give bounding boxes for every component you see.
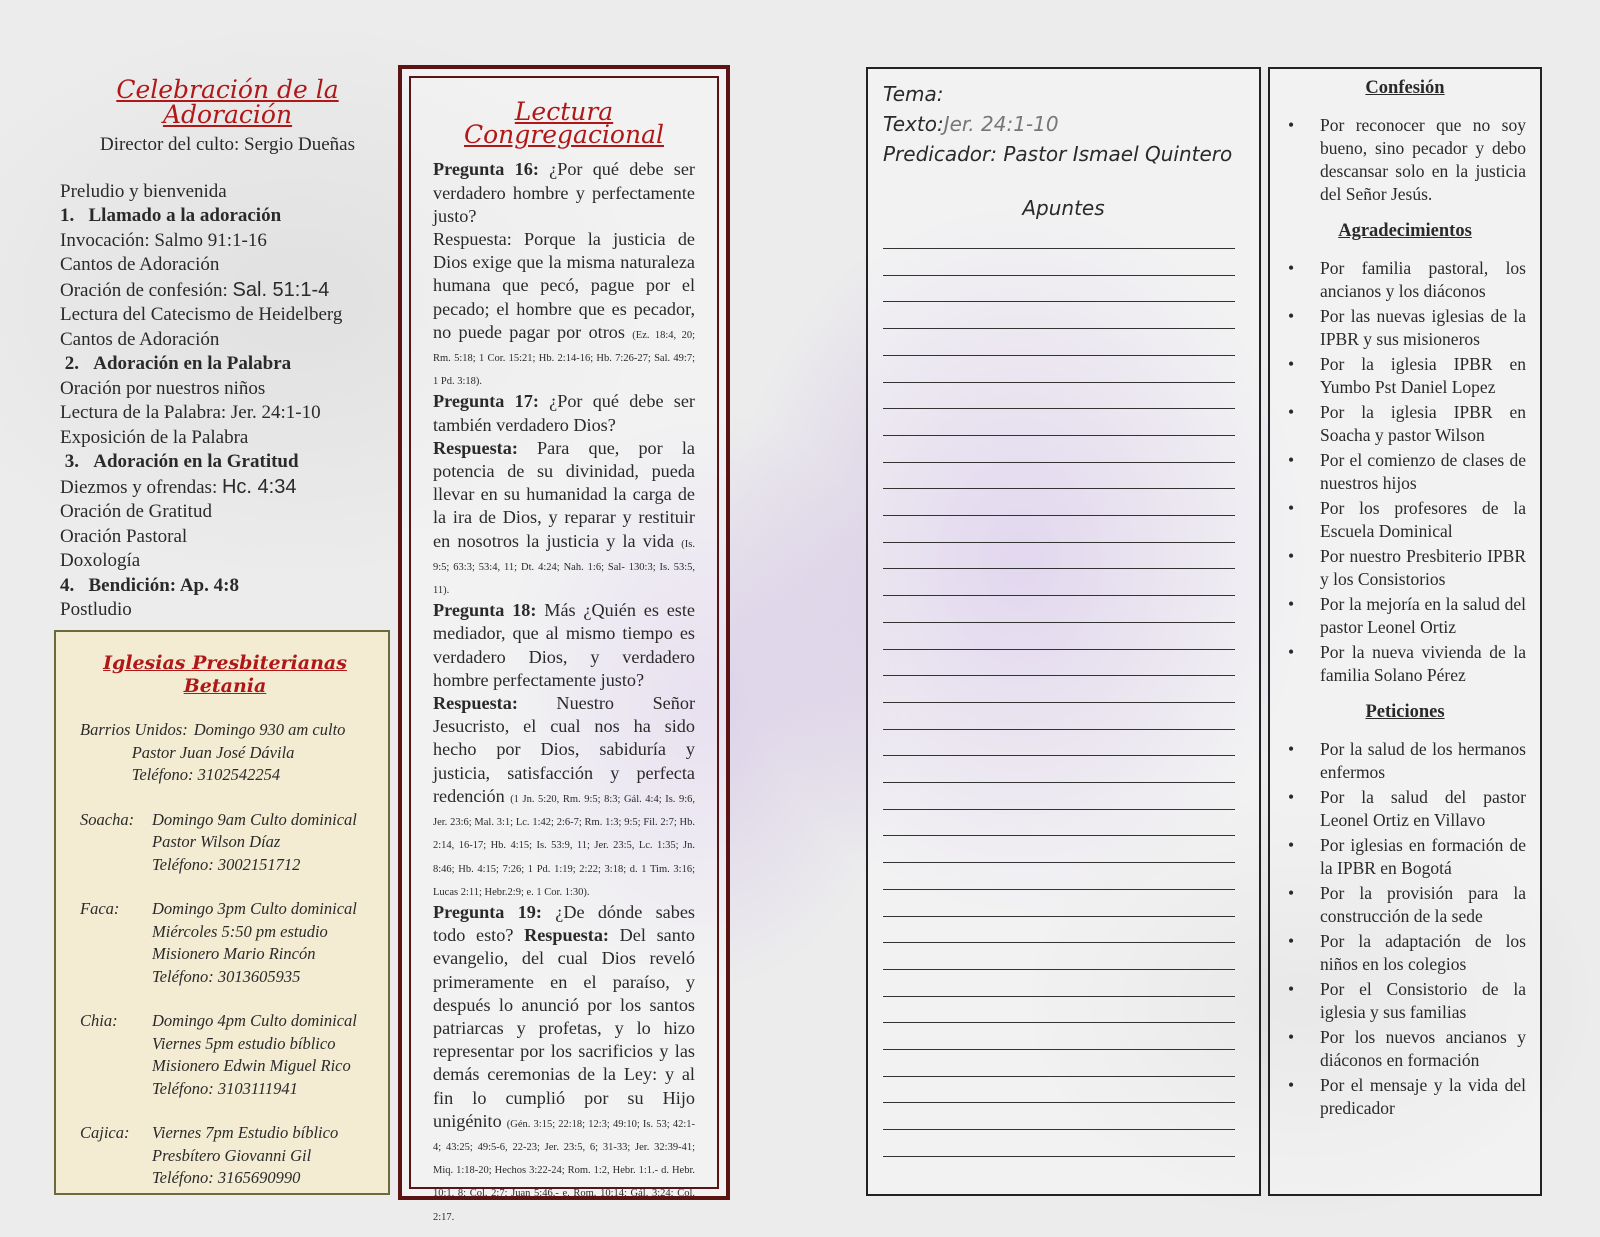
church-detail-line: Misionero Edwin Miguel Rico bbox=[152, 1056, 351, 1075]
note-line bbox=[883, 916, 1235, 917]
note-line bbox=[883, 488, 1235, 489]
q18-text: Más ¿Quién es este mediador, que al mismo tiempo es verdadero Dios, y verdadero hombre perfectamente justo? bbox=[433, 600, 695, 690]
prayer-item-text: Por las nuevas iglesias de la IPBR y sus misioneros bbox=[1320, 306, 1526, 349]
prayer-item-text: Por la salud de los hermanos enfermos bbox=[1320, 739, 1526, 782]
note-line bbox=[883, 248, 1235, 249]
tithes-ref: Hc. 4:34 bbox=[221, 475, 297, 498]
gratitude-prayer: Oración de Gratitud bbox=[60, 501, 212, 522]
prayer-item-text: Por iglesias en formación de la IPBR en Bogotá bbox=[1320, 835, 1526, 878]
prayer-item-text: Por la provisión para la construcción de la sede bbox=[1320, 883, 1526, 926]
church-detail-line: Pastor Juan José Dávila bbox=[131, 742, 295, 762]
a18-ref: (1 Jn. 5:20, Rm. 9:5; 8:3; Gál. 4:4; Is. 9:6, Jer. 23:6; Mal. 3:1; Lc. 1:42; 2:6-7; Rm. 1:3; 9:5; Fil. 2:7; Hb. 2:14, 16-17; Hb. 4:15; Is. 53:9, 11; Jer. 23:5, Lc. 1:35; Jn. 8:46; Hb. 4:15; 7:26; 1 Pd. 1:19; 2:22; 3:18; d. 1 Tim. 3:16; Lucas 2:11; Hebr.2:9; e. 1 Cor. 1:30). bbox=[433, 793, 696, 898]
bullet-icon: • bbox=[1288, 546, 1295, 566]
church-detail-line: Teléfono: 3002151712 bbox=[152, 854, 301, 874]
scripture-reading: Lectura de la Palabra: Jer. 24:1-10 bbox=[60, 402, 321, 423]
children-prayer: Oración por nuestros niños bbox=[60, 377, 266, 399]
note-line bbox=[883, 942, 1235, 943]
section-3-title: Adoración en la Gratitud bbox=[93, 451, 299, 472]
prayer-item bbox=[1284, 1074, 1526, 1120]
invocation: Invocación: Salmo 91:1-16 bbox=[60, 229, 267, 251]
q16-label: Pregunta 16: bbox=[433, 159, 539, 180]
section-3-number: 3. bbox=[64, 451, 79, 472]
cantos-1: Cantos de Adoración bbox=[60, 254, 220, 275]
section-1-title: Llamado a la adoración bbox=[88, 205, 282, 226]
tema-label: Tema: bbox=[883, 82, 944, 106]
section-4-number: 4. bbox=[60, 574, 75, 596]
note-line bbox=[883, 996, 1235, 997]
section-2-number: 2. bbox=[64, 353, 79, 374]
bullet-icon: • bbox=[1288, 498, 1295, 518]
church-list bbox=[80, 719, 370, 1190]
q17-text: ¿Por qué debe ser también verdadero Dios? bbox=[433, 391, 695, 435]
congregational-reading bbox=[398, 65, 730, 1223]
a16-text: Respuesta: Porque la justicia de Dios exige que la misma naturaleza humana que pecó, pague por el pecado; el hombre que es pecador, no puede pagar por otros bbox=[433, 229, 695, 342]
q19-text: ¿De dónde sabes todo esto? bbox=[433, 901, 695, 946]
bullet-icon: • bbox=[1288, 979, 1295, 999]
a19-label: Respuesta: bbox=[524, 925, 609, 946]
doxology: Doxología bbox=[60, 550, 141, 571]
note-line bbox=[883, 649, 1235, 650]
prayer-item-text: Por nuestro Presbiterio IPBR y los Consistorios bbox=[1320, 546, 1526, 589]
church-location: Faca: bbox=[80, 899, 120, 918]
prayer-item bbox=[1284, 930, 1526, 976]
prayer-item bbox=[1284, 257, 1526, 303]
q19-label: Pregunta 19: bbox=[433, 901, 542, 922]
prayer-item-text: Por la iglesia IPBR en Soacha y pastor Wilson bbox=[1320, 402, 1526, 445]
church-detail-line: Domingo 3pm Culto dominical bbox=[152, 899, 357, 918]
question-19 bbox=[433, 901, 695, 1226]
reading-title: Lectura Congregacional bbox=[464, 97, 664, 150]
church-detail-line: Pastor Wilson Díaz bbox=[152, 832, 281, 851]
note-line bbox=[883, 1102, 1235, 1103]
note-line bbox=[883, 862, 1235, 863]
section-2-heading bbox=[60, 352, 395, 377]
note-line bbox=[883, 301, 1235, 302]
order-title: Celebración de la Adoración bbox=[116, 75, 339, 129]
bullet-icon: • bbox=[1288, 883, 1295, 903]
a17-text: Para que, por la potencia de su divinidad, pueda llevar en su humanidad la carga de la ira de Dios, y reparar y restituir en nosotros la justicia y la vida bbox=[433, 437, 695, 551]
prayer-item-text: Por la adaptación de los niños en los colegios bbox=[1320, 931, 1526, 974]
prayer-item-text: Por familia pastoral, los ancianos y los diáconos bbox=[1320, 258, 1526, 301]
church-detail-line: Domingo 9am Culto dominical bbox=[152, 809, 357, 829]
section-1-heading bbox=[60, 204, 395, 229]
bullet-icon: • bbox=[1288, 115, 1295, 135]
prayer-item-text: Por el mensaje y la vida del predicador bbox=[1320, 1075, 1526, 1118]
church-location: Chia: bbox=[80, 1011, 118, 1030]
reading-inner-frame bbox=[409, 76, 719, 1223]
prayer-column bbox=[1268, 67, 1542, 1196]
church-item bbox=[80, 898, 370, 988]
note-line bbox=[883, 1049, 1235, 1050]
prayer-item bbox=[1284, 641, 1526, 687]
note-line bbox=[883, 1076, 1235, 1077]
church-details bbox=[152, 809, 357, 877]
churches-title: Iglesias Presbiterianas Betania bbox=[103, 652, 347, 697]
texto-line bbox=[883, 109, 1232, 139]
bullet-icon: • bbox=[1288, 642, 1295, 662]
church-details bbox=[152, 1010, 357, 1100]
section-1-number: 1. bbox=[60, 205, 75, 226]
note-line bbox=[883, 328, 1235, 329]
bullet-icon: • bbox=[1288, 1075, 1295, 1095]
church-details bbox=[152, 1122, 338, 1190]
note-line bbox=[883, 515, 1235, 516]
note-line bbox=[883, 675, 1235, 676]
prayer-item-text: Por reconocer que no soy bueno, sino pecador y debo descansar solo en la justicia del Señor Jesús. bbox=[1320, 115, 1526, 204]
exposition: Exposición de la Palabra bbox=[60, 426, 249, 448]
prayer-item bbox=[1284, 834, 1526, 880]
a17-label: Respuesta: bbox=[433, 437, 518, 458]
apuntes-heading: Apuntes bbox=[1022, 196, 1105, 220]
bullet-icon: • bbox=[1288, 739, 1295, 759]
answer-18 bbox=[433, 692, 695, 901]
church-item bbox=[80, 1122, 370, 1190]
note-line bbox=[883, 702, 1235, 703]
bullet-icon: • bbox=[1288, 787, 1295, 807]
church-item bbox=[80, 809, 370, 877]
bullet-icon: • bbox=[1288, 306, 1295, 326]
church-item bbox=[80, 719, 370, 787]
tithes-line bbox=[60, 475, 395, 501]
note-line bbox=[883, 755, 1235, 756]
prayer-item bbox=[1284, 1026, 1526, 1072]
note-line bbox=[883, 275, 1235, 276]
prayer-item bbox=[1284, 305, 1526, 351]
texto-value: Jer. 24:1-10 bbox=[943, 112, 1059, 136]
prayer-item bbox=[1284, 401, 1526, 447]
note-line bbox=[883, 835, 1235, 836]
question-17 bbox=[433, 390, 695, 436]
prayer-item bbox=[1284, 114, 1526, 206]
prayer-item bbox=[1284, 449, 1526, 495]
answer-16 bbox=[433, 228, 695, 390]
q18-label: Pregunta 18: bbox=[433, 600, 537, 621]
church-detail-line: Miércoles 5:50 pm estudio bbox=[152, 921, 328, 941]
director: Director del culto: Sergio Dueñas bbox=[99, 134, 356, 155]
pastoral-prayer: Oración Pastoral bbox=[60, 525, 188, 547]
prayer-item bbox=[1284, 882, 1526, 928]
section-3-heading bbox=[60, 450, 395, 475]
requests-list bbox=[1284, 738, 1526, 1120]
preacher: Predicador: Pastor Ismael Quintero bbox=[883, 142, 1233, 166]
catechism: Lectura del Catecismo de Heidelberg bbox=[60, 304, 343, 325]
church-detail-line: Presbítero Giovanni Gil bbox=[152, 1145, 312, 1165]
a18-text: Nuestro Señor Jesucristo, el cual nos ha sido hecho por Dios, sabiduría y justicia, satisfacción y perfecta redención bbox=[433, 693, 695, 806]
church-item bbox=[80, 1010, 370, 1100]
confession-line bbox=[60, 278, 395, 304]
q16-text: ¿Por qué debe ser verdadero hombre y perfectamente justo? bbox=[433, 159, 695, 226]
note-line bbox=[883, 542, 1235, 543]
note-line bbox=[883, 1129, 1235, 1130]
church-details bbox=[152, 898, 357, 988]
bullet-icon: • bbox=[1288, 835, 1295, 855]
order-of-service bbox=[60, 75, 395, 623]
a19-ref: (Gén. 3:15; 22:18; 12:3; 49:10; Is. 53; 42:1-4; 43:25; 49:5-6, 22-23; Jer. 23:5, 6; 31-33; Jer. 32:39-41; Miq. 1:18-20; Hechos 3:22-24; Rom. 1:2, Hebr. 1:1.- d. Hebr. 10:1, 8; Col. 2:7; Juan 5:46.- e. Rom. 10:14; Gál. 3:24; Col. 2:17. bbox=[433, 1118, 695, 1223]
bullet-icon: • bbox=[1288, 258, 1295, 278]
note-line bbox=[883, 568, 1235, 569]
a16-ref: (Ez. 18:4, 20; Rm. 5:18; 1 Cor. 15:21; Hb. 2:14-16; Hb. 7:26-27; Sal. 49:7; 1 Pd. 3:18). bbox=[433, 329, 696, 388]
church-detail-line: Teléfono: 3102542254 bbox=[131, 765, 281, 784]
church-detail-line: Teléfono: 3103111941 bbox=[152, 1078, 298, 1098]
sermon-notes bbox=[866, 67, 1261, 1196]
bullet-icon: • bbox=[1288, 931, 1295, 951]
confession-ref: Sal. 51:1-4 bbox=[232, 278, 330, 301]
a18-label: Respuesta: bbox=[433, 693, 518, 714]
texto-label: Texto: bbox=[883, 112, 944, 136]
postlude: Postludio bbox=[60, 599, 132, 620]
bullet-icon: • bbox=[1288, 402, 1295, 422]
prayer-item bbox=[1284, 545, 1526, 591]
answer-17 bbox=[433, 437, 695, 599]
church-detail-line: Viernes 7pm Estudio bíblico bbox=[152, 1123, 339, 1142]
prayer-item bbox=[1284, 978, 1526, 1024]
church-detail-line: Domingo 930 am culto bbox=[193, 720, 346, 739]
note-line bbox=[883, 889, 1235, 890]
question-18 bbox=[433, 599, 695, 692]
a19-text: Del santo evangelio, del cual Dios reveló primeramente en el paraíso, y después lo anunció por los santos patriarcas y profetas, y lo hizo representar por los sacrificios y las demás ceremonias de la Ley: y al fin lo cumplió por su Hijo unigénito bbox=[433, 925, 695, 1131]
prayer-item bbox=[1284, 786, 1526, 832]
churches-box bbox=[54, 630, 390, 1195]
note-line bbox=[883, 622, 1235, 623]
confession-label: Oración de confesión: bbox=[60, 279, 233, 301]
prayer-item bbox=[1284, 497, 1526, 543]
church-detail-line: Misionero Mario Rincón bbox=[152, 944, 316, 963]
requests-heading: Peticiones bbox=[1365, 702, 1445, 722]
prayer-item-text: Por el comienzo de clases de nuestros hijos bbox=[1320, 450, 1526, 493]
note-line bbox=[883, 408, 1235, 409]
note-line bbox=[883, 355, 1235, 356]
note-line bbox=[883, 462, 1235, 463]
prayer-item-text: Por los profesores de la Escuela Dominical bbox=[1320, 498, 1526, 541]
section-4-heading bbox=[60, 574, 395, 599]
tithes-label: Diezmos y ofrendas: bbox=[60, 476, 222, 498]
prayer-item-text: Por la iglesia IPBR en Yumbo Pst Daniel Lopez bbox=[1320, 354, 1526, 397]
question-16 bbox=[433, 158, 695, 228]
prayer-item-text: Por la mejoría en la salud del pastor Leonel Ortiz bbox=[1320, 594, 1526, 637]
q17-label: Pregunta 17: bbox=[433, 391, 539, 412]
church-location: Soacha: bbox=[80, 809, 135, 829]
prayer-item bbox=[1284, 353, 1526, 399]
bullet-icon: • bbox=[1288, 594, 1295, 614]
prayer-item-text: Por los nuevos ancianos y diáconos en formación bbox=[1320, 1027, 1526, 1070]
note-line bbox=[883, 782, 1235, 783]
church-detail-line: Viernes 5pm estudio bíblico bbox=[152, 1033, 336, 1053]
confession-heading: Confesión bbox=[1365, 78, 1445, 98]
prayer-item bbox=[1284, 738, 1526, 784]
section-2-title: Adoración en la Palabra bbox=[93, 353, 292, 374]
church-location: Cajica: bbox=[80, 1123, 130, 1142]
prayer-item-text: Por la salud del pastor Leonel Ortiz en Villavo bbox=[1320, 787, 1526, 830]
note-line bbox=[883, 595, 1235, 596]
bullet-icon: • bbox=[1288, 1027, 1295, 1047]
bullet-icon: • bbox=[1288, 450, 1295, 470]
note-line bbox=[883, 1022, 1235, 1023]
sermon-header bbox=[883, 79, 1232, 169]
thanks-heading: Agradecimientos bbox=[1338, 221, 1472, 241]
note-line bbox=[883, 969, 1235, 970]
confession-list bbox=[1284, 114, 1526, 206]
a17-ref: (Is. 9:5; 63:3; 53:4, 11; Dt. 4:24; Nah. 1:6; Sal- 130:3; Is. 53:5, 11). bbox=[433, 538, 695, 597]
prayer-item-text: Por el Consistorio de la iglesia y sus familias bbox=[1320, 979, 1526, 1022]
note-line bbox=[883, 382, 1235, 383]
thanks-list bbox=[1284, 257, 1526, 687]
note-line bbox=[883, 1156, 1235, 1157]
prelude: Preludio y bienvenida bbox=[60, 180, 227, 202]
church-detail-line: Teléfono: 3165690990 bbox=[152, 1168, 301, 1187]
cantos-2: Cantos de Adoración bbox=[60, 328, 220, 350]
prayer-item-text: Por la nueva vivienda de la familia Solano Pérez bbox=[1320, 642, 1526, 685]
prayer-item bbox=[1284, 593, 1526, 639]
church-detail-line: Teléfono: 3013605935 bbox=[152, 966, 301, 986]
section-4-title: Bendición: Ap. 4:8 bbox=[88, 574, 239, 596]
bullet-icon: • bbox=[1288, 354, 1295, 374]
church-detail-line: Domingo 4pm Culto dominical bbox=[152, 1011, 357, 1030]
note-line bbox=[883, 435, 1235, 436]
note-line bbox=[883, 809, 1235, 810]
church-location: Barrios Unidos: bbox=[80, 720, 188, 739]
note-line bbox=[883, 729, 1235, 730]
